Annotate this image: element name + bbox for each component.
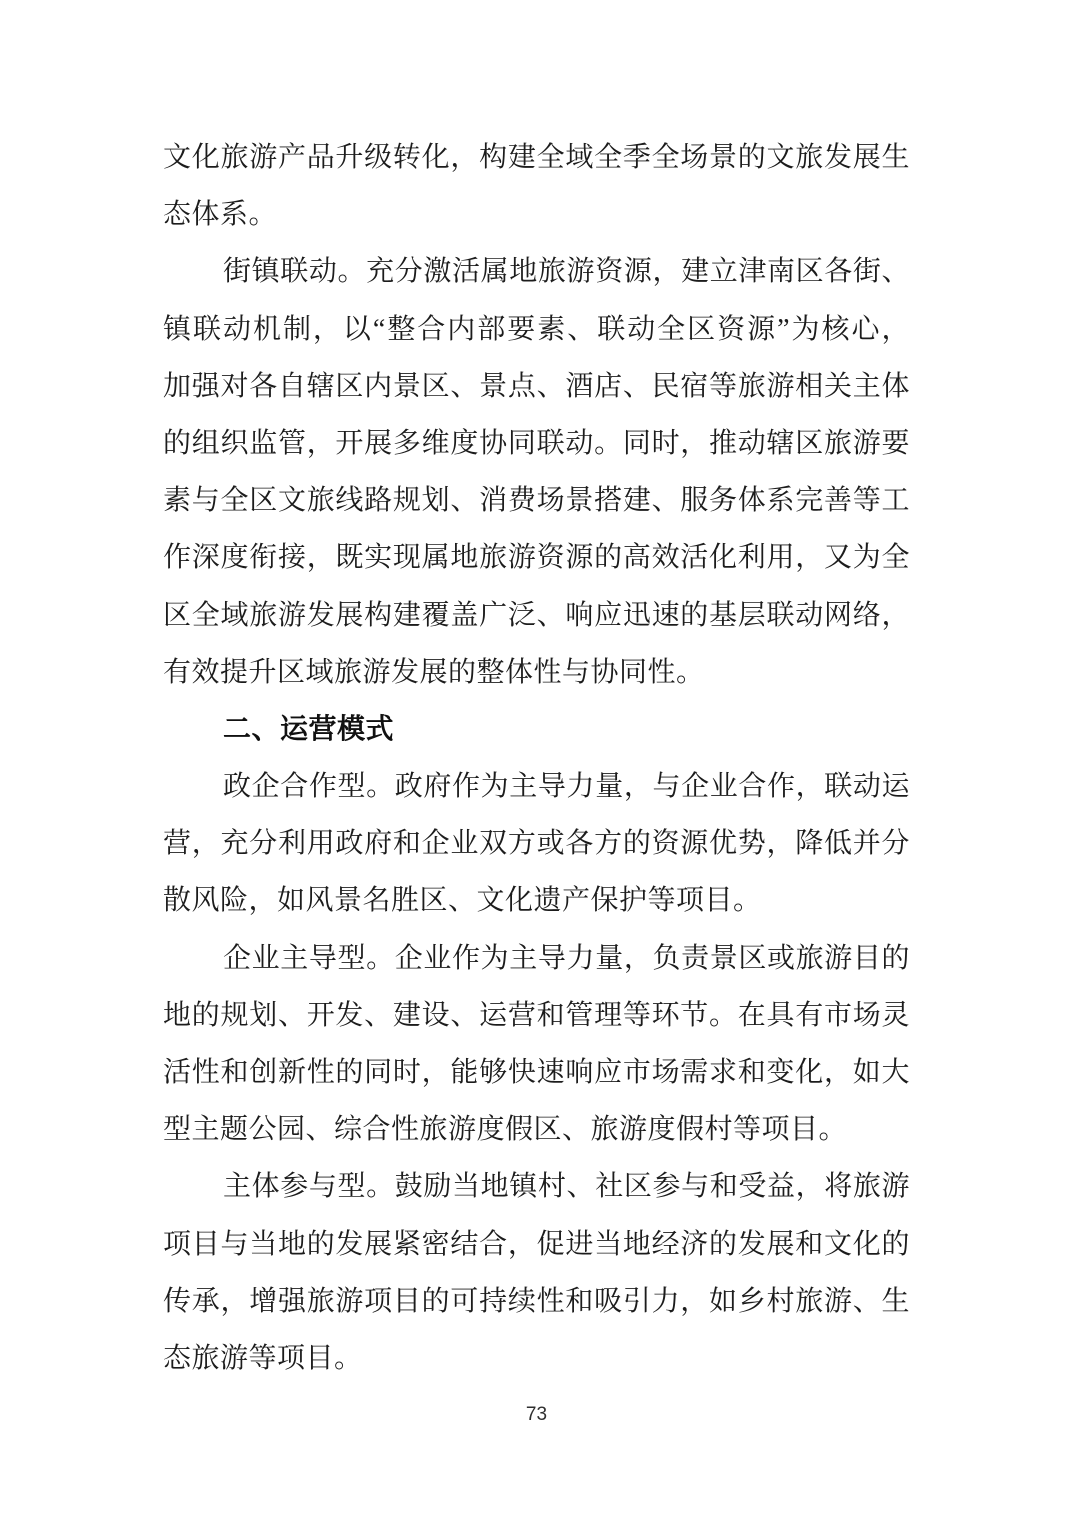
document-text-line: 主体参与型。鼓励当地镇村、社区参与和受益，将旅游	[223, 1171, 910, 1203]
document-text-line: 地的规划、开发、建设、运营和管理等环节。在具有市场灵	[163, 999, 910, 1031]
text-column	[163, 129, 910, 1387]
document-text-line: 散风险，如风景名胜区、文化遗产保护等项目。	[163, 885, 762, 917]
document-text-line: 项目与当地的发展紧密结合，促进当地经济的发展和文化的	[163, 1228, 910, 1260]
document-text-line: 有效提升区域旅游发展的整体性与协同性。	[163, 656, 705, 688]
document-text-line: 文化旅游产品升级转化，构建全域全季全场景的文旅发展生	[163, 142, 910, 173]
document-text-line: 区全域旅游发展构建覆盖广泛、响应迅速的基层联动网络，	[163, 599, 910, 631]
document-text-line: 企业主导型。企业作为主导力量，负责景区或旅游目的	[223, 942, 910, 974]
page-number: 73	[525, 1404, 548, 1425]
document-text-line: 态体系。	[163, 199, 278, 231]
document-text-line: 作深度衔接，既实现属地旅游资源的高效活化利用，又为全	[163, 542, 910, 574]
document-text-line: 型主题公园、综合性旅游度假区、旅游度假村等项目。	[163, 1114, 848, 1146]
document-text-line: 街镇联动。充分激活属地旅游资源，建立津南区各街、	[223, 256, 910, 288]
document-text-line: 的组织监管，开展多维度协同联动。同时，推动辖区旅游要	[163, 427, 910, 459]
document-text-line: 镇联动机制，以“整合内部要素、联动全区资源”为核心，	[163, 313, 910, 345]
document-text-line: 素与全区文旅线路规划、消费场景搭建、服务体系完善等工	[163, 485, 910, 517]
document-text-line: 态旅游等项目。	[163, 1342, 363, 1374]
section-heading: 二、运营模式	[223, 713, 395, 745]
document-text-line: 活性和创新性的同时，能够快速响应市场需求和变化，如大	[163, 1057, 910, 1088]
page-footer	[0, 1404, 1073, 1426]
document-text-line: 营，充分利用政府和企业双方或各方的资源优势，降低并分	[163, 828, 910, 860]
document-text-line: 加强对各自辖区内景区、景点、酒店、民宿等旅游相关主体	[163, 370, 910, 402]
document-text-line: 传承，增强旅游项目的可持续性和吸引力，如乡村旅游、生	[163, 1285, 910, 1317]
document-text-line: 政企合作型。政府作为主导力量，与企业合作，联动运	[223, 771, 910, 803]
